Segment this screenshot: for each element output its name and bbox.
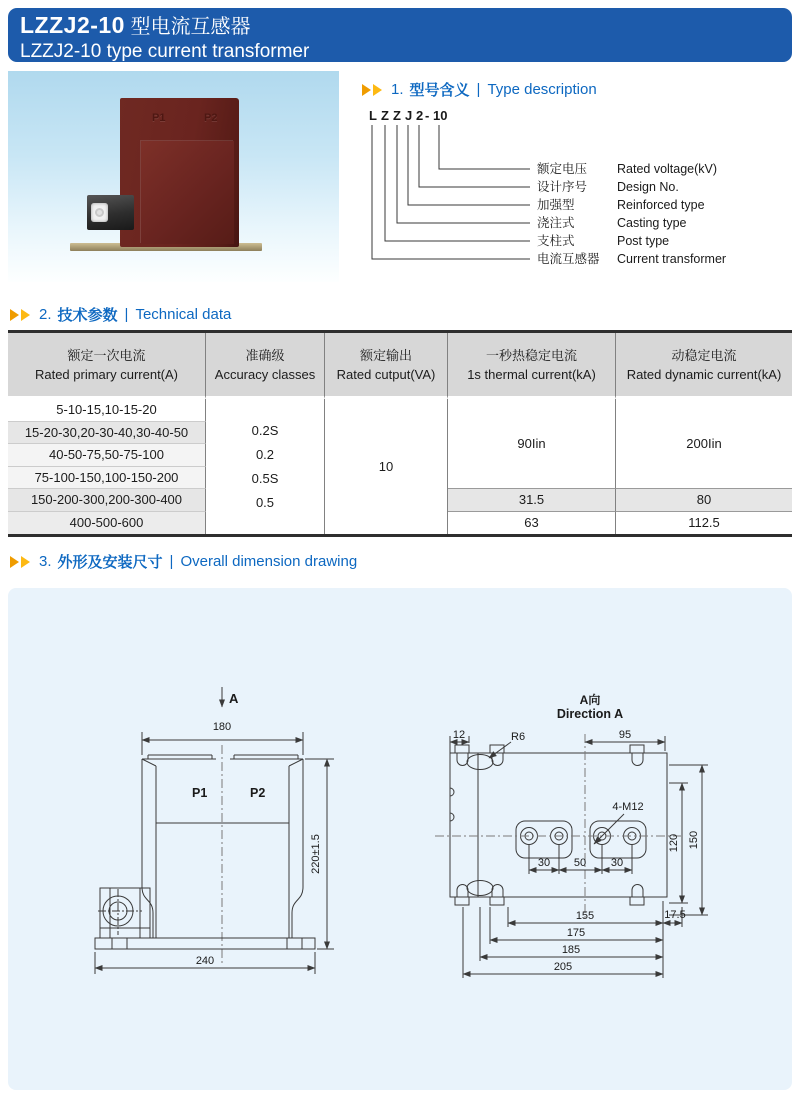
code-letter: 2 (416, 108, 424, 123)
section-title-en: Type description (487, 81, 597, 98)
dim-height (305, 759, 334, 949)
meaning-en: Design No. (617, 180, 679, 194)
meaning-cn: 电流互感器 (537, 252, 600, 266)
header-en: Rated cutput(VA) (336, 366, 436, 382)
accuracy-class: 0.2 (255, 446, 275, 462)
header-en: Rated dynamic current(kA) (626, 366, 782, 382)
header-en: Accuracy classes (214, 366, 316, 382)
direction-a-drawing (425, 688, 785, 988)
code-letter: Z (393, 108, 401, 123)
table-header (448, 333, 616, 399)
dim-12 (450, 729, 469, 753)
table-header (8, 333, 206, 399)
meaning-cn: 支柱式 (537, 234, 575, 248)
accuracy-classes-cell (206, 399, 325, 534)
svg-text:150: 150 (688, 830, 700, 850)
table-header (616, 333, 792, 399)
meaning-cn: 额定电压 (537, 162, 588, 176)
table-row-primary-current: 75-100-150,100-150-200 (8, 467, 206, 490)
arrow-icon (10, 556, 19, 568)
svg-text:17.5: 17.5 (664, 909, 686, 921)
meaning-cn: 加强型 (537, 198, 575, 212)
meaning-en: Rated voltage(kV) (617, 162, 718, 176)
title-separator: | (169, 553, 174, 570)
page-title-en: LZZJ2-10 type current transformer (20, 41, 310, 62)
top-view-outline (450, 745, 667, 905)
svg-text:120: 120 (668, 833, 680, 853)
technical-data-table (8, 330, 792, 537)
meaning-cn: 设计序号 (537, 180, 588, 194)
section-3-title (10, 551, 357, 572)
table-row-primary-current: 150-200-300,200-300-400 (8, 489, 206, 512)
terminal-box (98, 888, 150, 938)
dynamic-current-row6: 112.5 (688, 515, 720, 531)
dim-120 (668, 783, 688, 903)
section-1-title (362, 79, 597, 100)
table-row-primary-current: 400-500-600 (8, 512, 206, 535)
svg-text:155: 155 (575, 910, 595, 922)
thermal-current-row5: 31.5 (448, 489, 616, 512)
section-title-en: Overall dimension drawing (180, 553, 358, 570)
svg-text:220±1.5: 220±1.5 (310, 834, 322, 874)
terminal-box (87, 195, 134, 230)
view-title-cn: A向 (579, 693, 601, 707)
header-en: 1s thermal current(kA) (467, 366, 596, 382)
code-letter: L (369, 108, 377, 123)
svg-text:50: 50 (573, 857, 587, 869)
dynamic-current-merged: 200Iin (616, 399, 792, 489)
svg-text:175: 175 (566, 927, 586, 939)
dynamic-current-row5: 80 (616, 489, 792, 512)
header-cn: 额定一次电流 (67, 347, 146, 363)
meaning-cn: 浇注式 (537, 216, 575, 230)
section-number: 3. (39, 553, 52, 570)
section-title-cn: 技术参数 (57, 307, 118, 324)
section-title-cn: 外形及安装尺寸 (57, 554, 163, 571)
svg-text:205: 205 (553, 961, 573, 973)
type-designation-diagram (362, 106, 792, 278)
table-row-primary-current: 15-20-30,20-30-40,30-40-50 (8, 422, 206, 445)
meaning-en: Post type (617, 234, 670, 248)
code-meanings (537, 161, 726, 266)
page-title-cn (20, 13, 792, 39)
code-letter: 10 (433, 108, 448, 123)
view-title-en: Direction A (556, 707, 624, 721)
meaning-en: Reinforced type (617, 198, 705, 212)
accuracy-class: 0.5 (255, 494, 275, 510)
table-row-primary-current: 5-10-15,10-15-20 (8, 399, 206, 422)
header-cn: 动稳定电流 (671, 347, 737, 363)
rated-output-cell: 10 (325, 399, 448, 534)
code-letter: - (425, 108, 430, 123)
thermal-current-merged: 90Iin (448, 399, 616, 489)
title-separator: | (124, 306, 129, 323)
arrow-icon (21, 556, 30, 568)
insulator (91, 203, 108, 222)
section-number: 1. (391, 81, 404, 98)
arrow-icon (21, 309, 30, 321)
model-suffix-cn: 型电流互感器 (130, 16, 251, 38)
accuracy-class: 0.5S (251, 470, 279, 486)
view-direction-arrow (222, 687, 239, 707)
code-letter: Z (381, 108, 389, 123)
terminal-label-p2: P2 (204, 112, 218, 124)
section-title-en: Technical data (135, 306, 232, 323)
dim-240 (95, 952, 315, 974)
meaning-en: Current transformer (617, 252, 727, 266)
page-title-bar (8, 8, 792, 62)
svg-text:R6: R6 (511, 731, 526, 743)
header-cn: 额定输出 (359, 347, 412, 363)
svg-text:12: 12 (452, 729, 466, 741)
svg-text:30: 30 (610, 857, 624, 869)
section-2-title (10, 304, 231, 325)
accuracy-class: 0.2S (251, 422, 279, 438)
centerlines (435, 734, 681, 920)
model-number: LZZJ2-10 (20, 12, 125, 38)
header-cn: 一秒热稳定电流 (485, 347, 577, 363)
connector-lines (372, 125, 530, 259)
product-photo (8, 71, 339, 282)
base-plate (95, 938, 315, 949)
svg-text:30: 30 (537, 857, 551, 869)
arrow-icon (362, 84, 371, 96)
front-view-drawing (52, 675, 362, 1000)
svg-text:4-M12: 4-M12 (612, 801, 644, 813)
table-header (206, 333, 325, 399)
svg-text:95: 95 (618, 729, 632, 741)
dim-95 (585, 729, 665, 751)
meaning-en: Casting type (617, 216, 687, 230)
arrow-icon (373, 84, 382, 96)
table-header (325, 333, 448, 399)
bottom-dims (463, 901, 686, 978)
transformer-body (120, 98, 239, 247)
terminal-p1: P1 (192, 786, 208, 800)
svg-text:180: 180 (212, 721, 232, 733)
header-en: Rated primary current(A) (34, 366, 179, 382)
table-row-primary-current: 40-50-75,50-75-100 (8, 444, 206, 467)
transformer-front-panel (141, 141, 234, 244)
arrow-icon (10, 309, 19, 321)
terminal-p2: P2 (250, 786, 266, 800)
terminal-label-p1: P1 (152, 112, 166, 124)
title-separator: | (476, 81, 481, 98)
svg-text:240: 240 (195, 955, 215, 967)
section-title-cn: 型号含义 (409, 82, 470, 99)
svg-text:185: 185 (561, 944, 581, 956)
section-number: 2. (39, 306, 52, 323)
header-cn: 准确级 (245, 347, 285, 363)
dims-30-50-30 (529, 845, 632, 874)
view-label: A (229, 691, 239, 706)
type-code (369, 108, 447, 123)
code-letter: J (405, 108, 413, 123)
thermal-current-row6: 63 (448, 512, 616, 535)
